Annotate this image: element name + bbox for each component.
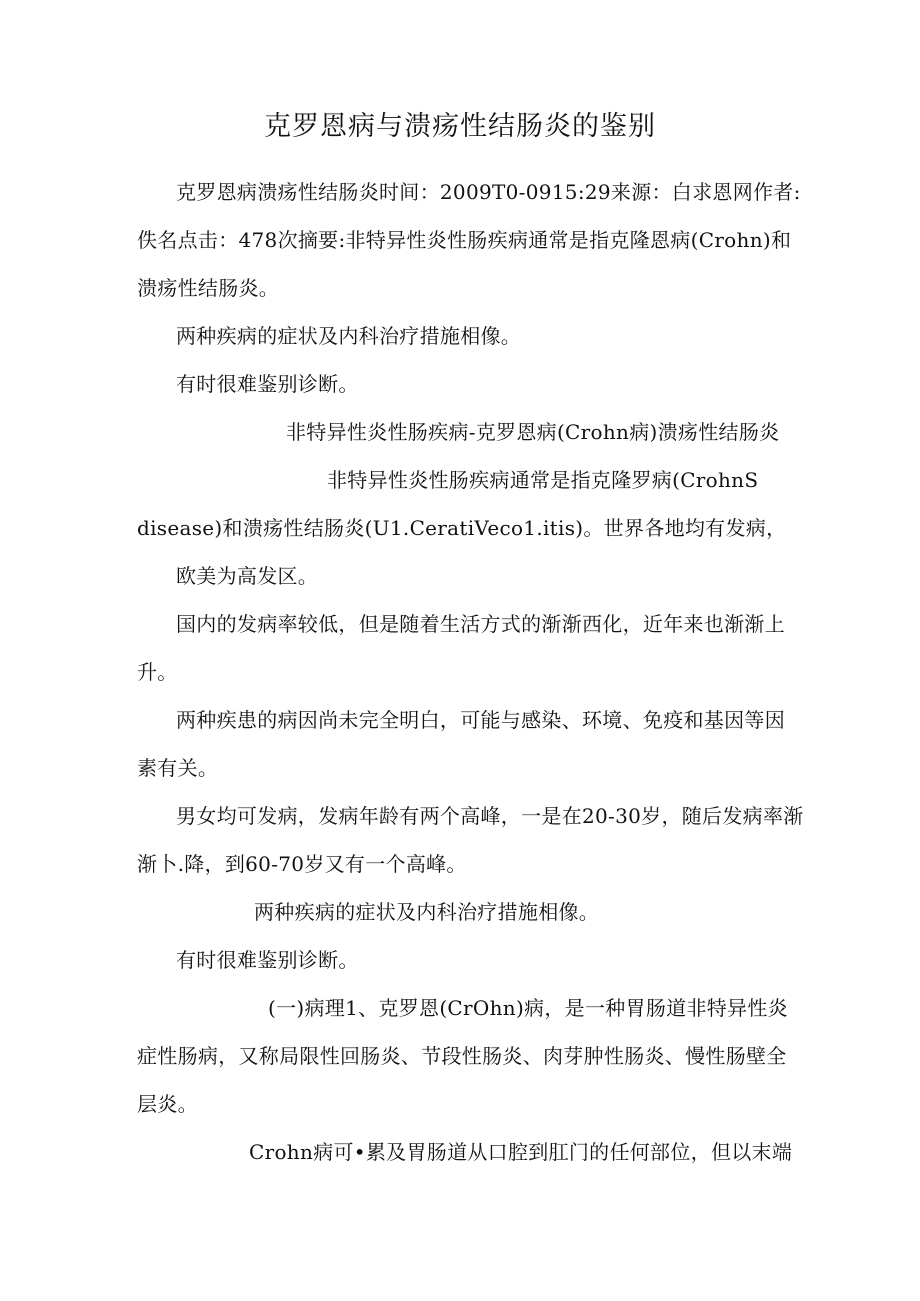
- text-line: 欧美为高发区。: [176, 564, 319, 588]
- text-line: 非特异性炎性肠疾病-克罗恩病(Crohn病)溃疡性结肠炎: [286, 420, 780, 444]
- text-line: (一)病理1、克罗恩(CrOhn)病，是一种胃肠道非特异性炎: [268, 996, 788, 1020]
- text-line: disease)和溃疡性结肠炎(U1.CeratiVeco1.itis)。世界各地均有发病，: [137, 516, 787, 540]
- text-line: 有时很难鉴别诊断。: [176, 948, 359, 972]
- text-line: 素有关。: [137, 756, 219, 780]
- text-line: 男女均可发病，发病年龄有两个高峰，一是在20-30岁，随后发病率渐: [176, 804, 804, 828]
- text-line: 佚名点击：478次摘要:非特异性炎性肠疾病通常是指克隆恩病(Crohn)和: [137, 228, 792, 252]
- text-line: 国内的发病率较低，但是随着生活方式的渐渐西化，近年来也渐渐上: [176, 612, 785, 636]
- text-line: 渐卜.降，到60-70岁又有一个高峰。: [137, 852, 467, 876]
- text-line: 非特异性炎性肠疾病通常是指克隆罗病(CrohnS: [327, 468, 759, 492]
- text-line: 升。: [137, 660, 178, 684]
- text-line: 克罗恩病溃疡性结肠炎时间：2009T0-0915:29来源：白求恩网作者:: [176, 180, 801, 204]
- text-line: Crohn病可•累及胃肠道从口腔到肛门的任何部位，但以末端: [249, 1140, 793, 1164]
- text-line: 两种疾病的症状及内科治疗措施相像。: [176, 324, 522, 348]
- text-line: 溃疡性结肠炎。: [137, 276, 280, 300]
- text-line: 层炎。: [137, 1092, 198, 1116]
- text-line: 症性肠病，又称局限性回肠炎、节段性肠炎、肉芽肿性肠炎、慢性肠壁全: [137, 1044, 787, 1068]
- text-line: 有时很难鉴别诊断。: [176, 372, 359, 396]
- text-line: 两种疾患的病因尚未完全明白，可能与感染、环境、免疫和基因等因: [176, 708, 785, 732]
- document-title: 克罗恩病与溃疡性结肠炎的鉴别: [264, 111, 656, 142]
- text-line: 两种疾病的症状及内科治疗措施相像。: [254, 900, 600, 924]
